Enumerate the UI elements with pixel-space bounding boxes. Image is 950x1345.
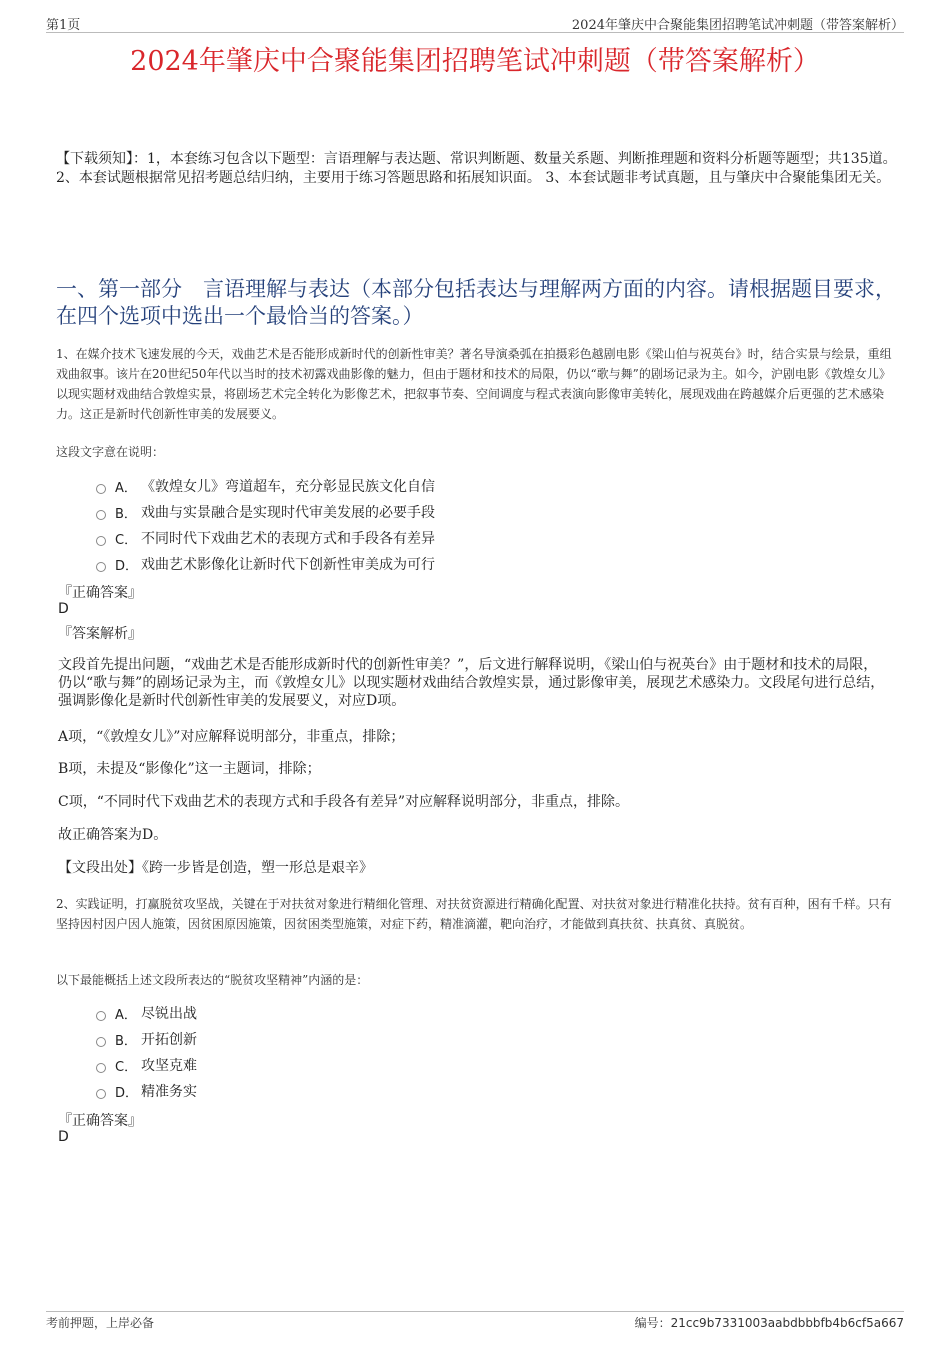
question-1-prompt: 这段文字意在说明： bbox=[56, 445, 165, 459]
question-1-analysis-para: 文段首先提出问题，“戏曲艺术是否能形成新时代的创新性审美？”，后文进行解释说明，《梁山伯与祝英台》由于题材和技术的局限，仍以“歌与舞”的剧场记录为主，而《敦煌女儿》以现实题材戏曲结合敦煌实景，通过影像审美，展现艺术感染力。文段尾句进行总结，强调影像化是新时代创新性审美的发展要义，对应D项。 bbox=[58, 657, 885, 709]
footer-slogan: 考前押题，上岸必备 bbox=[46, 1316, 155, 1330]
question-1-analysis-c: C项，“不同时代下戏曲艺术的表现方式和手段各有差异”对应解释说明部分，非重点，排除。 bbox=[58, 794, 630, 810]
option-text: 尽锐出战 bbox=[141, 1006, 197, 1022]
question-1-stem: 1、在媒介技术飞速发展的今天，戏曲艺术是否能形成新时代的创新性审美？著名导演桑弧在拍摄彩色越剧电影《梁山伯与祝英台》时，结合实景与绘景，重组戏曲叙事。该片在20世纪50年代以当时的技术初露戏曲影像的魅力，但由于题材和技术的局限，仍以“歌与舞”的剧场记录为主。如今，沪剧电影《敦煌女儿》以现实题材戏曲结合敦煌实景，将剧场艺术完全转化为影像艺术，把叙事节奏、空间调度与程式表演向影像审美转化，展现戏曲在跨越媒介后更强的艺术感染力。这正是新时代创新性审美的发展要义。 bbox=[56, 347, 892, 421]
question-1-analysis-a: A项，“《敦煌女儿》”对应解释说明部分，非重点，排除； bbox=[58, 729, 405, 745]
question-1-option-b[interactable]: B． 戏曲与实景融合是实现时代审美发展的必要手段 bbox=[96, 499, 435, 525]
radio-icon[interactable] bbox=[96, 1089, 106, 1099]
option-text: 不同时代下戏曲艺术的表现方式和手段各有差异 bbox=[141, 531, 435, 547]
question-1-answer: D bbox=[58, 601, 69, 617]
question-1-options bbox=[96, 473, 435, 577]
radio-icon[interactable] bbox=[96, 1063, 106, 1073]
option-text: 精准务实 bbox=[141, 1084, 197, 1100]
question-2-option-d[interactable]: D． 精准务实 bbox=[96, 1078, 197, 1104]
question-2-option-c[interactable]: C． 攻坚克难 bbox=[96, 1052, 197, 1078]
header-page-number: 第1页 bbox=[46, 18, 81, 33]
option-text: 戏曲与实景融合是实现时代审美发展的必要手段 bbox=[141, 505, 435, 521]
question-1-source: 【文段出处】《跨一步皆是创造，塑一形总是艰辛》 bbox=[58, 860, 373, 876]
radio-icon[interactable] bbox=[96, 484, 106, 494]
correct-answer-label: 『正确答案』 bbox=[58, 585, 142, 601]
question-1-analysis-b: B项，未提及“影像化”这一主题词，排除； bbox=[58, 761, 321, 777]
question-2-option-b[interactable]: B． 开拓创新 bbox=[96, 1026, 197, 1052]
section-title: 一、第一部分 言语理解与表达（本部分包括表达与理解两方面的内容。请根据题目要求，在四个选项中选出一个最恰当的答案。） bbox=[56, 277, 896, 328]
footer-code bbox=[635, 1314, 904, 1331]
question-2-option-a[interactable]: A． 尽锐出战 bbox=[96, 1000, 197, 1026]
page-title: 2024年肇庆中合聚能集团招聘笔试冲刺题（带答案解析） bbox=[130, 46, 820, 77]
download-notice: 【下载须知】：1，本套练习包含以下题型：言语理解与表达题、常识判断题、数量关系题、判断推理题和资料分析题等题型；共135道。 2、本套试题根据常见招考题总结归纳，主要用于练习答题思路和拓展知识面。 3、本套试题非考试真题，且与肇庆中合聚能集团无关。 bbox=[56, 151, 897, 186]
footer-divider bbox=[46, 1311, 904, 1312]
radio-icon[interactable] bbox=[96, 536, 106, 546]
question-1-option-d[interactable]: D． 戏曲艺术影像化让新时代下创新性审美成为可行 bbox=[96, 551, 435, 577]
question-1-option-a[interactable]: A． 《敦煌女儿》弯道超车，充分彰显民族文化自信 bbox=[96, 473, 435, 499]
question-2-prompt: 以下最能概括上述文段所表达的“脱贫攻坚精神”内涵的是： bbox=[56, 973, 369, 987]
header-divider bbox=[46, 32, 904, 33]
question-2-stem: 2、实践证明，打赢脱贫攻坚战，关键在于对扶贫对象进行精细化管理、对扶贫资源进行精确化配置、对扶贫对象进行精准化扶持。贫有百种，困有千样。只有坚持因村因户因人施策，因贫困原因施策，因贫困类型施策，对症下药，精准滴灌，靶向治疗，才能做到真扶贫、扶真贫、真脱贫。 bbox=[56, 897, 892, 931]
option-text: 开拓创新 bbox=[141, 1032, 197, 1048]
option-text: 攻坚克难 bbox=[141, 1058, 197, 1074]
question-2-answer: D bbox=[58, 1129, 69, 1145]
question-1-option-c[interactable]: C． 不同时代下戏曲艺术的表现方式和手段各有差异 bbox=[96, 525, 435, 551]
radio-icon[interactable] bbox=[96, 562, 106, 572]
question-2-options bbox=[96, 1000, 197, 1104]
option-text: 《敦煌女儿》弯道超车，充分彰显民族文化自信 bbox=[141, 479, 435, 495]
radio-icon[interactable] bbox=[96, 1011, 106, 1021]
radio-icon[interactable] bbox=[96, 1037, 106, 1047]
option-text: 戏曲艺术影像化让新时代下创新性审美成为可行 bbox=[141, 557, 435, 573]
footer-code-value: 21cc9b7331003aabdbbbfb4b6cf5a667 bbox=[670, 1316, 904, 1330]
analysis-label: 『答案解析』 bbox=[58, 626, 142, 642]
correct-answer-label: 『正确答案』 bbox=[58, 1113, 142, 1129]
question-1-analysis-conclusion: 故正确答案为D。 bbox=[58, 827, 168, 843]
header-doc-title: 2024年肇庆中合聚能集团招聘笔试冲刺题（带答案解析） bbox=[571, 18, 904, 33]
radio-icon[interactable] bbox=[96, 510, 106, 520]
footer-code-label: 编号： bbox=[634, 1316, 671, 1330]
